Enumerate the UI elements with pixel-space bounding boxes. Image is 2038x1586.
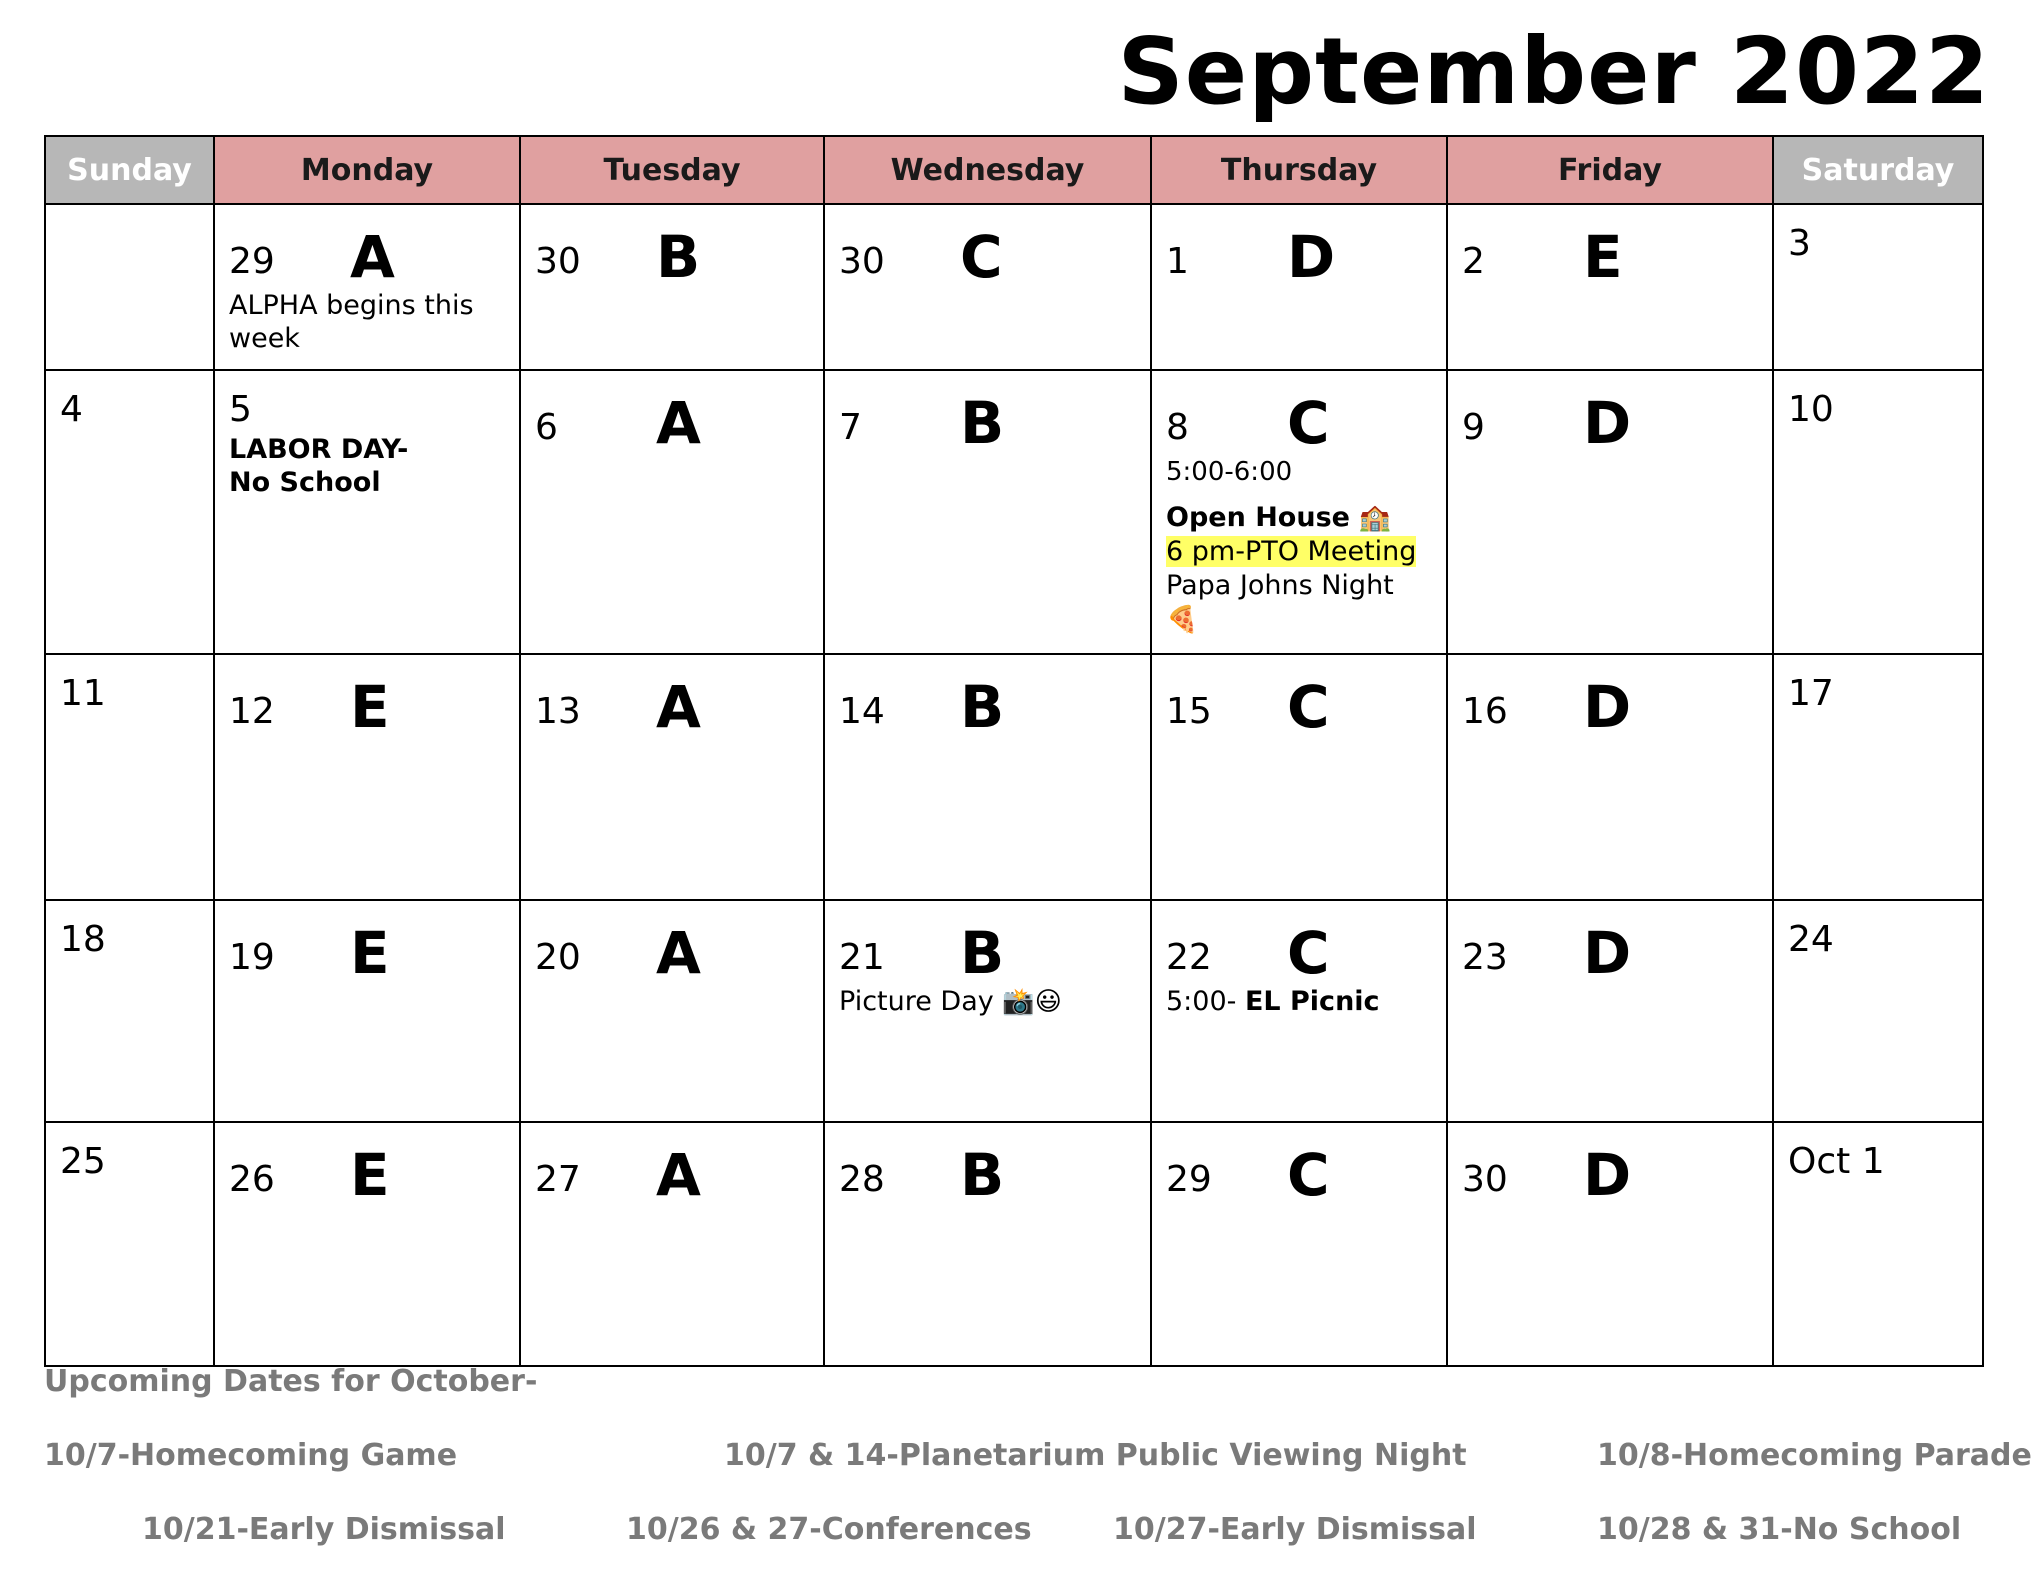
rotation-letter: B <box>960 919 1005 987</box>
day-cell <box>214 204 520 370</box>
rotation-letter: E <box>350 1141 390 1209</box>
day-cell <box>520 900 824 1122</box>
day-number: 18 <box>60 919 106 960</box>
event-note <box>1166 985 1438 1018</box>
day-number: 27 <box>535 1159 581 1200</box>
day-number: 7 <box>839 407 862 448</box>
week-row <box>45 370 1983 654</box>
day-cell <box>1773 204 1983 370</box>
day-cell <box>45 654 214 900</box>
day-number: 4 <box>60 389 83 430</box>
day-number: 28 <box>839 1159 885 1200</box>
day-cell <box>520 204 824 370</box>
day-cell <box>824 204 1151 370</box>
event-line: LABOR DAY- <box>229 434 409 465</box>
day-number: 13 <box>535 691 581 732</box>
rotation-letter: A <box>350 223 395 291</box>
rotation-letter: C <box>960 223 1003 291</box>
day-cell <box>824 370 1151 654</box>
rotation-letter: B <box>960 1141 1005 1209</box>
day-cell <box>520 1122 824 1366</box>
school-icon: 🏫 <box>1358 503 1391 533</box>
upcoming-date-item: 10/7-Homecoming Game <box>44 1438 458 1473</box>
rotation-letter: C <box>1287 389 1330 457</box>
day-number: 30 <box>535 241 581 282</box>
day-number: 22 <box>1166 937 1212 978</box>
rotation-letter: A <box>656 919 701 987</box>
rotation-letter: C <box>1287 1141 1330 1209</box>
day-number: 5 <box>229 389 252 430</box>
day-number: 26 <box>229 1159 275 1200</box>
day-cell <box>1447 370 1773 654</box>
event-note <box>1166 455 1438 637</box>
rotation-letter: D <box>1583 673 1632 741</box>
day-cell <box>824 900 1151 1122</box>
rotation-letter: A <box>656 673 701 741</box>
rotation-letter: E <box>350 673 390 741</box>
rotation-letter: D <box>1287 223 1336 291</box>
upcoming-date-item: 10/28 & 31-No School <box>1597 1512 1962 1547</box>
camera-smile-icon: 📸😃 <box>1002 987 1062 1017</box>
event-line: Open House <box>1166 502 1350 533</box>
rotation-letter: D <box>1583 389 1632 457</box>
day-cell <box>1447 900 1773 1122</box>
header-thursday: Thursday <box>1151 136 1447 204</box>
event-time: 5:00- <box>1166 986 1237 1017</box>
event-note <box>839 985 1142 1019</box>
day-cell <box>1151 204 1447 370</box>
day-number: 30 <box>1462 1159 1508 1200</box>
day-cell <box>824 654 1151 900</box>
rotation-letter: D <box>1583 1141 1632 1209</box>
day-number: 24 <box>1788 919 1834 960</box>
day-number: 10 <box>1788 389 1834 430</box>
day-number: 6 <box>535 407 558 448</box>
header-friday: Friday <box>1447 136 1773 204</box>
day-cell <box>214 900 520 1122</box>
day-cell <box>1773 1122 1983 1366</box>
event-note: ALPHA begins this week <box>229 290 474 354</box>
day-cell <box>824 1122 1151 1366</box>
day-number: 30 <box>839 241 885 282</box>
day-number: 11 <box>60 673 106 714</box>
day-number: 14 <box>839 691 885 732</box>
rotation-letter: E <box>350 919 390 987</box>
day-number: Oct 1 <box>1788 1141 1885 1182</box>
day-cell <box>45 370 214 654</box>
day-cell <box>1447 1122 1773 1366</box>
day-number: 17 <box>1788 673 1834 714</box>
rotation-letter: D <box>1583 919 1632 987</box>
day-number: 9 <box>1462 407 1485 448</box>
pizza-icon: 🍕 <box>1166 605 1199 635</box>
day-cell <box>45 1122 214 1366</box>
day-number: 21 <box>839 937 885 978</box>
rotation-letter: C <box>1287 919 1330 987</box>
day-number: 3 <box>1788 223 1811 264</box>
day-cell <box>1447 654 1773 900</box>
rotation-letter: E <box>1583 223 1623 291</box>
upcoming-date-item: 10/27-Early Dismissal <box>1113 1512 1477 1547</box>
event-line: Picture Day <box>839 986 994 1017</box>
day-cell <box>45 204 214 370</box>
header-tuesday: Tuesday <box>520 136 824 204</box>
rotation-letter: B <box>960 673 1005 741</box>
day-cell <box>1773 370 1983 654</box>
upcoming-date-item: 10/7 & 14-Planetarium Public Viewing Night <box>724 1438 1467 1473</box>
day-cell <box>1151 370 1447 654</box>
day-cell <box>214 1122 520 1366</box>
day-cell <box>1773 900 1983 1122</box>
day-cell <box>1773 654 1983 900</box>
day-cell <box>520 370 824 654</box>
week-row <box>45 654 1983 900</box>
week-row <box>45 1122 1983 1366</box>
day-cell <box>520 654 824 900</box>
header-sunday: Sunday <box>45 136 214 204</box>
upcoming-dates-title: Upcoming Dates for October- <box>44 1364 538 1399</box>
day-number: 15 <box>1166 691 1212 732</box>
rotation-letter: B <box>656 223 701 291</box>
day-number: 23 <box>1462 937 1508 978</box>
day-number: 19 <box>229 937 275 978</box>
weekday-header-row <box>45 136 1983 204</box>
event-note <box>229 433 511 499</box>
day-cell <box>1151 900 1447 1122</box>
day-number: 29 <box>229 241 275 282</box>
upcoming-date-item: 10/8-Homecoming Parade <box>1597 1438 2032 1473</box>
day-cell <box>1151 1122 1447 1366</box>
event-time: 5:00-6:00 <box>1166 457 1293 487</box>
day-number: 2 <box>1462 241 1485 282</box>
rotation-letter: B <box>960 389 1005 457</box>
day-number: 29 <box>1166 1159 1212 1200</box>
calendar-grid <box>44 135 1984 1367</box>
week-row <box>45 204 1983 370</box>
header-wednesday: Wednesday <box>824 136 1151 204</box>
week-row <box>45 900 1983 1122</box>
upcoming-date-item: 10/26 & 27-Conferences <box>626 1512 1032 1547</box>
day-number: 8 <box>1166 407 1189 448</box>
event-line: 6 pm-PTO Meeting <box>1166 536 1417 567</box>
page-title: September 2022 <box>1117 18 1990 125</box>
event-line: No School <box>229 467 381 498</box>
day-cell <box>1151 654 1447 900</box>
header-saturday: Saturday <box>1773 136 1983 204</box>
rotation-letter: A <box>656 1141 701 1209</box>
day-number: 16 <box>1462 691 1508 732</box>
header-monday: Monday <box>214 136 520 204</box>
day-number: 12 <box>229 691 275 732</box>
day-number: 1 <box>1166 241 1189 282</box>
day-cell <box>45 900 214 1122</box>
day-number: 25 <box>60 1141 106 1182</box>
day-cell <box>214 370 520 654</box>
rotation-letter: C <box>1287 673 1330 741</box>
day-cell <box>214 654 520 900</box>
rotation-letter: A <box>656 389 701 457</box>
day-number: 20 <box>535 937 581 978</box>
day-cell <box>1447 204 1773 370</box>
event-line: Papa Johns Night <box>1166 570 1394 601</box>
upcoming-date-item: 10/21-Early Dismissal <box>142 1512 506 1547</box>
event-line: EL Picnic <box>1244 986 1380 1017</box>
